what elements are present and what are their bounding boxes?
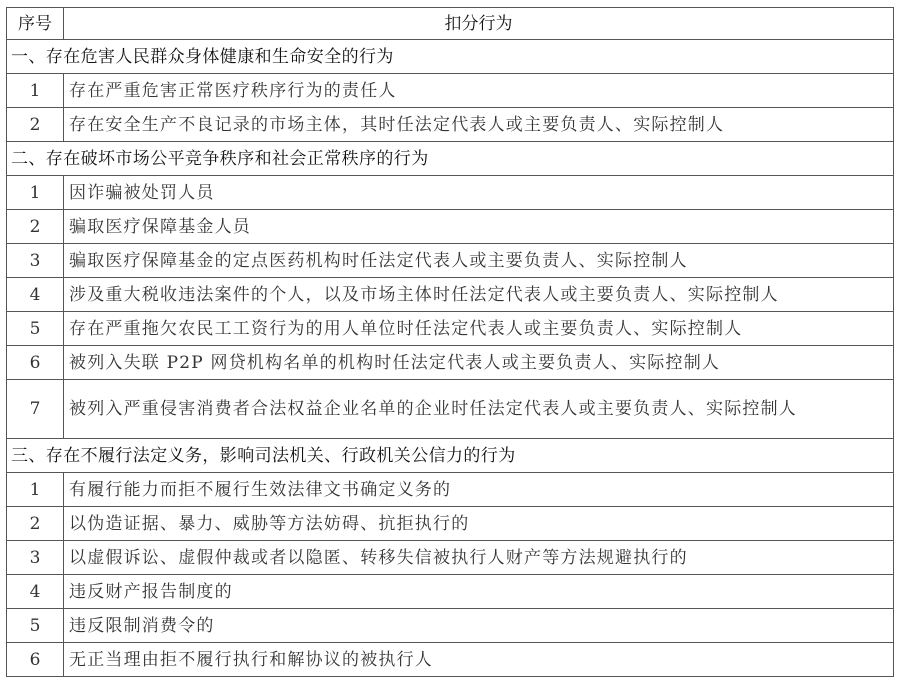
table-row <box>7 609 894 643</box>
table-row <box>7 507 894 541</box>
header-serial-number: 序号 <box>7 8 64 40</box>
table-row <box>7 346 894 380</box>
row-behavior: 因诈骗被处罚人员 <box>64 176 894 210</box>
table-row <box>7 278 894 312</box>
section-title: 三、存在不履行法定义务，影响司法机关、行政机关公信力的行为 <box>7 439 894 473</box>
row-behavior: 骗取医疗保障基金人员 <box>64 210 894 244</box>
section-title: 一、存在危害人民群众身体健康和生命安全的行为 <box>7 40 894 74</box>
row-number: 2 <box>7 507 64 541</box>
section-row-3 <box>7 439 894 473</box>
row-behavior: 存在严重危害正常医疗秩序行为的责任人 <box>64 74 894 108</box>
table-row <box>7 244 894 278</box>
row-behavior: 骗取医疗保障基金的定点医药机构时任法定代表人或主要负责人、实际控制人 <box>64 244 894 278</box>
row-behavior: 无正当理由拒不履行执行和解协议的被执行人 <box>64 643 894 677</box>
row-behavior: 有履行能力而拒不履行生效法律文书确定义务的 <box>64 473 894 507</box>
row-behavior: 涉及重大税收违法案件的个人，以及市场主体时任法定代表人或主要负责人、实际控制人 <box>64 278 894 312</box>
row-number: 5 <box>7 609 64 643</box>
table-row <box>7 108 894 142</box>
table-row <box>7 74 894 108</box>
row-behavior: 存在安全生产不良记录的市场主体，其时任法定代表人或主要负责人、实际控制人 <box>64 108 894 142</box>
table-row <box>7 312 894 346</box>
row-number: 1 <box>7 473 64 507</box>
row-behavior: 存在严重拖欠农民工工资行为的用人单位时任法定代表人或主要负责人、实际控制人 <box>64 312 894 346</box>
row-number: 1 <box>7 176 64 210</box>
row-behavior: 被列入失联 P2P 网贷机构名单的机构时任法定代表人或主要负责人、实际控制人 <box>64 346 894 380</box>
row-behavior: 被列入严重侵害消费者合法权益企业名单的企业时任法定代表人或主要负责人、实际控制人 <box>64 380 894 439</box>
deduction-behavior-table <box>6 7 894 677</box>
row-number: 1 <box>7 74 64 108</box>
section-title: 二、存在破坏市场公平竞争秩序和社会正常秩序的行为 <box>7 142 894 176</box>
row-behavior: 违反限制消费令的 <box>64 609 894 643</box>
table-row <box>7 643 894 677</box>
deduction-table-container <box>6 7 893 677</box>
table-row <box>7 210 894 244</box>
row-number: 7 <box>7 380 64 439</box>
table-row <box>7 473 894 507</box>
row-number: 3 <box>7 244 64 278</box>
section-row-1 <box>7 40 894 74</box>
header-deduction-behavior: 扣分行为 <box>64 8 894 40</box>
row-number: 6 <box>7 346 64 380</box>
row-number: 4 <box>7 575 64 609</box>
table-header-row <box>7 8 894 40</box>
row-number: 5 <box>7 312 64 346</box>
table-row <box>7 176 894 210</box>
row-number: 2 <box>7 210 64 244</box>
row-number: 2 <box>7 108 64 142</box>
row-number: 4 <box>7 278 64 312</box>
section-row-2 <box>7 142 894 176</box>
row-number: 3 <box>7 541 64 575</box>
table-row <box>7 575 894 609</box>
row-behavior: 以伪造证据、暴力、威胁等方法妨碍、抗拒执行的 <box>64 507 894 541</box>
table-row <box>7 541 894 575</box>
table-row <box>7 380 894 439</box>
row-behavior: 以虚假诉讼、虚假仲裁或者以隐匿、转移失信被执行人财产等方法规避执行的 <box>64 541 894 575</box>
row-behavior: 违反财产报告制度的 <box>64 575 894 609</box>
row-number: 6 <box>7 643 64 677</box>
